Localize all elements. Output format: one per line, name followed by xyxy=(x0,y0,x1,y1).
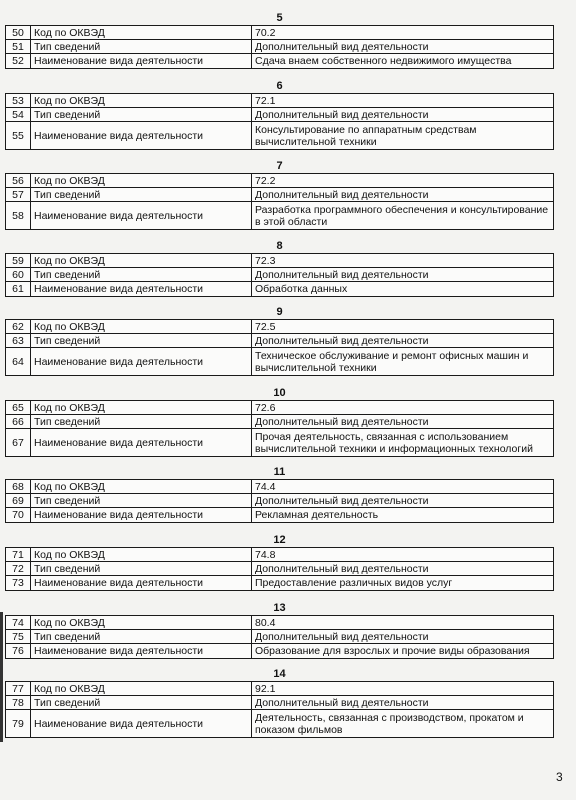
row-value: Техническое обслуживание и ремонт офисных машин и вычислительной техники xyxy=(252,348,554,376)
row-value: Дополнительный вид деятельности xyxy=(252,630,554,644)
row-number: 64 xyxy=(6,348,31,376)
row-number: 77 xyxy=(6,682,31,696)
row-value: Дополнительный вид деятельности xyxy=(252,40,554,54)
row-value: Дополнительный вид деятельности xyxy=(252,188,554,202)
row-label: Наименование вида деятельности xyxy=(31,54,252,69)
row-label: Код по ОКВЭД xyxy=(31,480,252,494)
table-row xyxy=(6,508,554,523)
table-row xyxy=(6,268,554,282)
table-row xyxy=(6,348,554,376)
section-title: 13 xyxy=(273,602,286,614)
row-number: 50 xyxy=(6,26,31,40)
row-value: Дополнительный вид деятельности xyxy=(252,268,554,282)
table-row xyxy=(6,494,554,508)
row-number: 66 xyxy=(6,415,31,429)
activity-section-12 xyxy=(5,533,554,591)
table-row xyxy=(6,401,554,415)
section-title: 5 xyxy=(276,12,283,24)
row-number: 76 xyxy=(6,644,31,659)
activity-table xyxy=(5,615,554,659)
row-label: Тип сведений xyxy=(31,108,252,122)
row-value: Дополнительный вид деятельности xyxy=(252,108,554,122)
row-number: 70 xyxy=(6,508,31,523)
row-number: 60 xyxy=(6,268,31,282)
section-title: 8 xyxy=(276,240,283,252)
row-label: Тип сведений xyxy=(31,696,252,710)
table-row xyxy=(6,548,554,562)
row-label: Наименование вида деятельности xyxy=(31,710,252,738)
row-value: Консультирование по аппаратным средствам вычислительной техники xyxy=(252,122,554,150)
row-value: 74.4 xyxy=(252,480,554,494)
activity-table xyxy=(5,25,554,69)
row-value: Дополнительный вид деятельности xyxy=(252,415,554,429)
row-value: 72.2 xyxy=(252,174,554,188)
table-row xyxy=(6,415,554,429)
row-number: 78 xyxy=(6,696,31,710)
row-label: Наименование вида деятельности xyxy=(31,644,252,659)
row-value: 80.4 xyxy=(252,616,554,630)
row-label: Код по ОКВЭД xyxy=(31,548,252,562)
activity-section-10 xyxy=(5,386,554,457)
table-row xyxy=(6,710,554,738)
row-value: 74.8 xyxy=(252,548,554,562)
row-label: Наименование вида деятельности xyxy=(31,122,252,150)
row-number: 52 xyxy=(6,54,31,69)
row-number: 68 xyxy=(6,480,31,494)
row-number: 73 xyxy=(6,576,31,591)
row-number: 61 xyxy=(6,282,31,297)
row-number: 69 xyxy=(6,494,31,508)
activity-section-14 xyxy=(5,667,554,738)
table-row xyxy=(6,480,554,494)
row-label: Наименование вида деятельности xyxy=(31,429,252,457)
activity-section-13 xyxy=(5,601,554,659)
activity-section-11 xyxy=(5,465,554,523)
row-value: Обработка данных xyxy=(252,282,554,297)
row-value: Дополнительный вид деятельности xyxy=(252,696,554,710)
row-number: 75 xyxy=(6,630,31,644)
row-value: Дополнительный вид деятельности xyxy=(252,334,554,348)
row-label: Тип сведений xyxy=(31,562,252,576)
row-label: Тип сведений xyxy=(31,188,252,202)
row-value: Разработка программного обеспечения и консультирование в этой области xyxy=(252,202,554,230)
row-value: 72.3 xyxy=(252,254,554,268)
activity-table xyxy=(5,319,554,376)
section-title: 10 xyxy=(273,387,286,399)
section-title: 9 xyxy=(276,306,283,318)
row-value: Образование для взрослых и прочие виды образования xyxy=(252,644,554,659)
row-value: 92.1 xyxy=(252,682,554,696)
row-label: Наименование вида деятельности xyxy=(31,348,252,376)
activity-section-6 xyxy=(5,79,554,150)
row-label: Тип сведений xyxy=(31,494,252,508)
table-row xyxy=(6,188,554,202)
table-row xyxy=(6,174,554,188)
activity-section-8 xyxy=(5,239,554,297)
activity-table xyxy=(5,173,554,230)
activity-table xyxy=(5,547,554,591)
table-row xyxy=(6,108,554,122)
activity-table xyxy=(5,253,554,297)
activity-section-7 xyxy=(5,159,554,230)
row-number: 62 xyxy=(6,320,31,334)
row-value: Деятельность, связанная с производством, прокатом и показом фильмов xyxy=(252,710,554,738)
row-label: Код по ОКВЭД xyxy=(31,320,252,334)
row-label: Тип сведений xyxy=(31,415,252,429)
row-number: 65 xyxy=(6,401,31,415)
row-label: Наименование вида деятельности xyxy=(31,576,252,591)
row-number: 54 xyxy=(6,108,31,122)
table-row xyxy=(6,696,554,710)
section-title: 14 xyxy=(273,668,286,680)
section-title: 7 xyxy=(276,160,283,172)
row-label: Тип сведений xyxy=(31,40,252,54)
row-value: Дополнительный вид деятельности xyxy=(252,562,554,576)
row-number: 57 xyxy=(6,188,31,202)
section-title: 6 xyxy=(276,80,283,92)
table-row xyxy=(6,644,554,659)
row-label: Тип сведений xyxy=(31,630,252,644)
row-number: 59 xyxy=(6,254,31,268)
table-row xyxy=(6,94,554,108)
table-row xyxy=(6,202,554,230)
row-number: 72 xyxy=(6,562,31,576)
table-row xyxy=(6,26,554,40)
table-row xyxy=(6,254,554,268)
row-value: Предоставление различных видов услуг xyxy=(252,576,554,591)
table-row xyxy=(6,616,554,630)
section-title: 11 xyxy=(273,466,286,478)
table-row xyxy=(6,562,554,576)
row-number: 53 xyxy=(6,94,31,108)
row-number: 71 xyxy=(6,548,31,562)
row-number: 74 xyxy=(6,616,31,630)
row-number: 63 xyxy=(6,334,31,348)
row-number: 67 xyxy=(6,429,31,457)
table-row xyxy=(6,682,554,696)
table-row xyxy=(6,282,554,297)
row-number: 51 xyxy=(6,40,31,54)
page-number: 3 xyxy=(556,770,563,784)
row-value: Рекламная деятельность xyxy=(252,508,554,523)
activity-table xyxy=(5,681,554,738)
row-label: Тип сведений xyxy=(31,334,252,348)
table-row xyxy=(6,54,554,69)
row-value: Дополнительный вид деятельности xyxy=(252,494,554,508)
row-number: 56 xyxy=(6,174,31,188)
row-label: Код по ОКВЭД xyxy=(31,254,252,268)
section-title: 12 xyxy=(273,534,286,546)
activity-table xyxy=(5,479,554,523)
row-label: Код по ОКВЭД xyxy=(31,616,252,630)
activity-table xyxy=(5,93,554,150)
row-label: Код по ОКВЭД xyxy=(31,94,252,108)
table-row xyxy=(6,429,554,457)
row-label: Наименование вида деятельности xyxy=(31,508,252,523)
table-row xyxy=(6,334,554,348)
row-value: 72.6 xyxy=(252,401,554,415)
activity-table xyxy=(5,400,554,457)
table-row xyxy=(6,122,554,150)
row-value: Сдача внаем собственного недвижимого имущества xyxy=(252,54,554,69)
table-row xyxy=(6,630,554,644)
row-label: Наименование вида деятельности xyxy=(31,282,252,297)
row-value: Прочая деятельность, связанная с использованием вычислительной техники и информационных технологий xyxy=(252,429,554,457)
row-label: Тип сведений xyxy=(31,268,252,282)
row-value: 72.1 xyxy=(252,94,554,108)
row-number: 58 xyxy=(6,202,31,230)
table-row xyxy=(6,320,554,334)
row-number: 55 xyxy=(6,122,31,150)
row-label: Код по ОКВЭД xyxy=(31,174,252,188)
row-label: Код по ОКВЭД xyxy=(31,401,252,415)
activity-section-5 xyxy=(5,11,554,69)
table-row xyxy=(6,40,554,54)
row-value: 72.5 xyxy=(252,320,554,334)
table-row xyxy=(6,576,554,591)
row-label: Код по ОКВЭД xyxy=(31,682,252,696)
activity-section-9 xyxy=(5,305,554,376)
binding-edge-mark xyxy=(0,612,3,742)
row-label: Наименование вида деятельности xyxy=(31,202,252,230)
row-label: Код по ОКВЭД xyxy=(31,26,252,40)
row-number: 79 xyxy=(6,710,31,738)
row-value: 70.2 xyxy=(252,26,554,40)
